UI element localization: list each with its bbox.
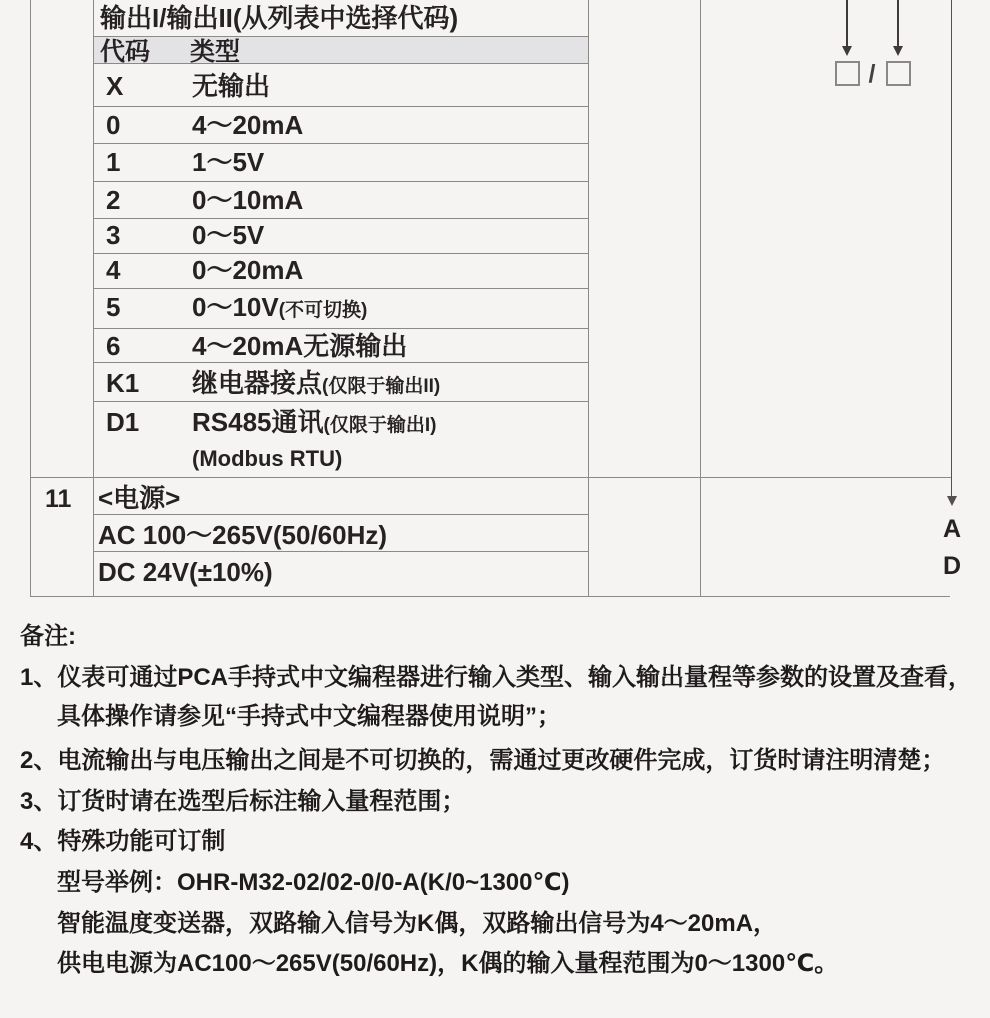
output-type-text: 0～20mA: [192, 255, 304, 285]
grid-line-arrow-stem: [951, 0, 952, 497]
output-type-text: 无输出: [192, 71, 271, 101]
power-code-d: D: [942, 552, 962, 580]
power-option-dc: DC 24V(±10%): [98, 557, 273, 587]
note-item-4: 4、特殊功能可订制: [20, 828, 226, 855]
grid-line: [94, 181, 588, 182]
output-code: 0: [106, 110, 121, 140]
power-code-a: A: [942, 515, 962, 543]
output-type-text: 继电器接点: [192, 368, 323, 398]
power-header: <电源>: [98, 483, 181, 513]
code-box-separator: /: [868, 60, 876, 88]
output-type: [192, 255, 303, 285]
grid-line: [94, 253, 588, 254]
power-option-ac: AC 100～265V(50/60Hz): [98, 520, 388, 550]
grid-line: [94, 288, 588, 289]
grid-line: [30, 596, 950, 597]
grid-line: [94, 328, 588, 329]
output-type: [192, 185, 303, 215]
output-code: X: [106, 71, 124, 101]
arrow-down-line: [846, 0, 848, 47]
example-model: 型号举例：OHR-M32-02/02-0/0-A(K/0~1300℃): [57, 869, 570, 896]
note-item-1-cont: 具体操作请参见“手持式中文编程器使用说明”；: [57, 703, 561, 730]
note-item-1: 1、仪表可通过PCA手持式中文编程器进行输入类型、输入输出量程等参数的设置及查看，: [20, 664, 973, 691]
output-type-text: RS485通讯: [192, 407, 324, 437]
output-code: D1: [106, 407, 140, 437]
output-type-note: (仅限于输出II): [322, 376, 441, 397]
output-type: [192, 407, 436, 441]
note-item-2: 2、电流输出与电压输出之间是不可切换的，需通过更改硬件完成，订货时请注明清楚；: [20, 747, 946, 774]
output-type: [192, 368, 440, 402]
example-desc-1: 智能温度变送器，双路输入信号为K偶，双路输出信号为4～20mA，: [57, 910, 778, 937]
output-type-text: 1～5V: [192, 147, 265, 177]
output-type: [192, 147, 264, 177]
output-code: 4: [106, 255, 121, 285]
example-desc-2: 供电电源为AC100～265V(50/60Hz)，K偶的输入量程范围为0～1300℃。: [57, 950, 839, 977]
output-type-text: 4～20mA无源输出: [192, 331, 408, 361]
column-header-code: 代码: [100, 38, 151, 66]
arrow-down-line: [897, 0, 899, 47]
grid-line: [94, 514, 588, 515]
grid-line: [700, 0, 701, 597]
output-type-text: 0～10V: [192, 292, 279, 322]
arrow-down-icon: [893, 46, 903, 56]
output-type: [192, 110, 303, 140]
output-type: [192, 220, 264, 250]
grid-line: [30, 0, 31, 597]
output-type-note: (不可切换): [278, 300, 368, 321]
output-code: 2: [106, 185, 121, 215]
grid-line: [94, 551, 588, 552]
grid-line: [94, 63, 588, 64]
output-code: 5: [106, 292, 121, 322]
output-type: [192, 331, 407, 361]
grid-line: [93, 0, 94, 597]
arrow-down-icon: [947, 496, 957, 506]
grid-line: [94, 362, 588, 363]
output-type-text: 0～10mA: [192, 185, 304, 215]
grid-line: [588, 0, 589, 597]
note-item-3: 3、订货时请在选型后标注输入量程范围；: [20, 788, 466, 815]
grid-line: [94, 218, 588, 219]
output-code: 1: [106, 147, 121, 177]
column-header-band: [94, 37, 588, 63]
output-code: K1: [106, 368, 140, 398]
grid-line: [94, 106, 588, 107]
output-type-note: (仅限于输出I): [323, 415, 437, 436]
code-box-output1: [835, 61, 860, 86]
grid-line: [94, 143, 588, 144]
notes-title: 备注:: [20, 623, 76, 650]
output-type-text: 4～20mA: [192, 110, 304, 140]
arrow-down-icon: [842, 46, 852, 56]
output-code: 6: [106, 331, 121, 361]
grid-line: [94, 36, 588, 37]
output-type: [192, 71, 270, 101]
output-section-header: 输出I/输出II(从列表中选择代码): [100, 3, 459, 33]
item-number: 11: [45, 485, 72, 513]
output-type-note2: (Modbus RTU): [192, 446, 343, 471]
column-header-type: 类型: [190, 38, 241, 66]
code-box-output2: [886, 61, 911, 86]
output-code: 3: [106, 220, 121, 250]
grid-line: [30, 477, 951, 478]
output-type: [192, 292, 367, 326]
output-type-text: 0～5V: [192, 220, 265, 250]
